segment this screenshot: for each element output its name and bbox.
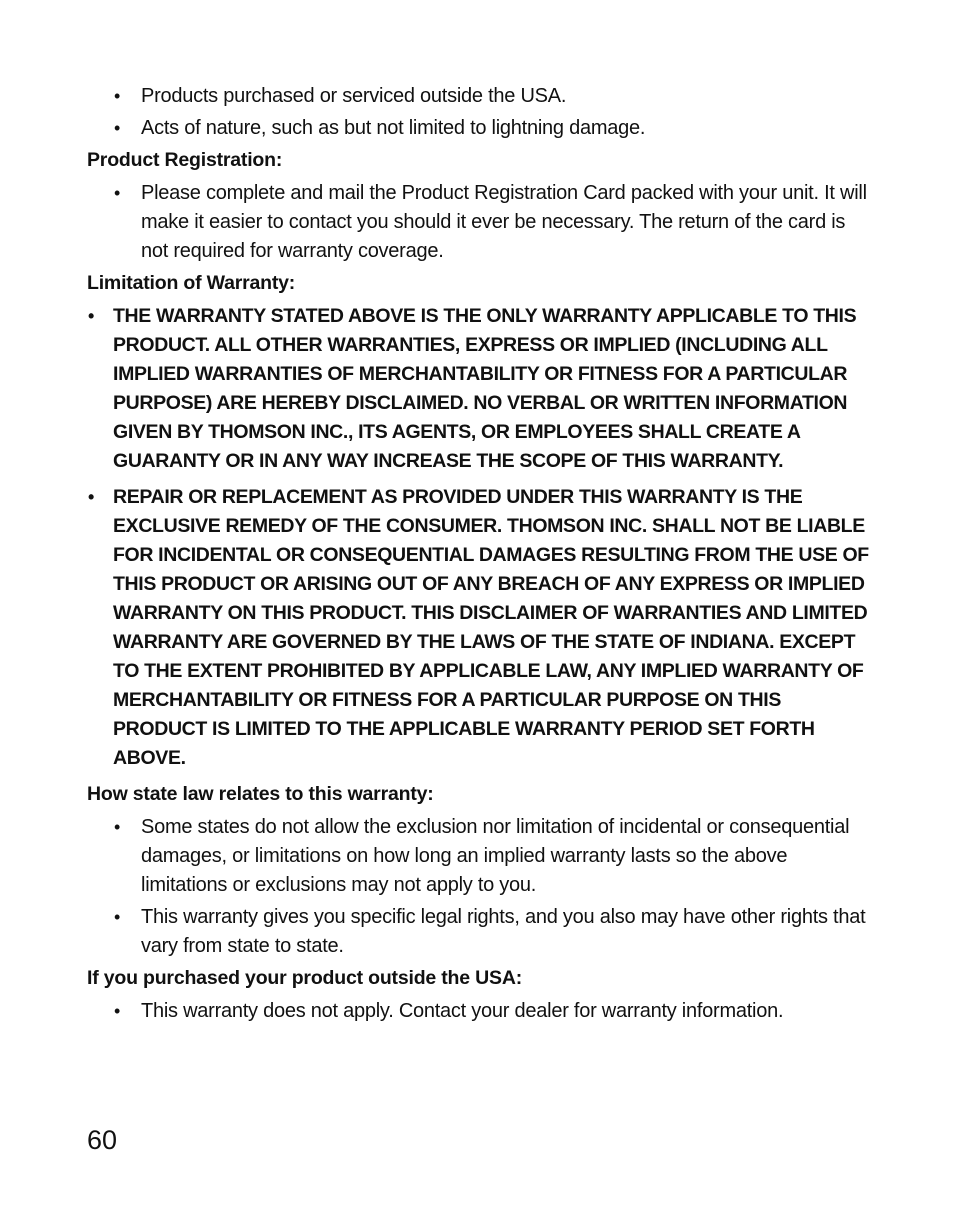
outside-usa-heading: If you purchased your product outside the USA: xyxy=(87,967,522,989)
state-law-heading: How state law relates to this warranty: xyxy=(87,783,434,805)
list-item-text: This warranty does not apply. Contact your dealer for warranty information. xyxy=(141,1000,784,1022)
bullet-icon: • xyxy=(114,183,121,203)
list-item-text: Acts of nature, such as but not limited to lightning damage. xyxy=(141,117,646,139)
product-registration-list xyxy=(87,179,877,266)
list-item-text: Products purchased or serviced outside the USA. xyxy=(141,85,567,107)
limitation-of-warranty-heading: Limitation of Warranty: xyxy=(87,272,296,294)
list-item xyxy=(87,82,877,111)
bullet-icon: • xyxy=(114,1001,121,1021)
list-item xyxy=(87,302,877,476)
bullet-icon: • xyxy=(114,907,121,927)
list-item xyxy=(87,483,877,773)
bullet-icon: • xyxy=(88,487,94,507)
product-registration-heading: Product Registration: xyxy=(87,149,283,171)
page-number: 60 xyxy=(87,1125,118,1155)
top-bullet-list xyxy=(87,82,877,143)
list-item-text: This warranty gives you specific legal rights, and you also may have other rights that vary from state to state. xyxy=(141,906,866,957)
list-item xyxy=(87,813,877,900)
list-item-text: THE WARRANTY STATED ABOVE IS THE ONLY WARRANTY APPLICABLE TO THIS PRODUCT. ALL OTHER WARRANTIES, EXPRESS OR IMPLIED (INCLUDING ALL IMPLIED WARRANTIES OF MERCHANTABILITY OR FITNESS FOR A PARTICULAR PURPOSE) ARE HEREBY DISCLAIMED. NO VERBAL OR WRITTEN INFORMATION GIVEN BY THOMSON INC., ITS AGENTS, OR EMPLOYEES SHALL CREATE A GUARANTY OR IN ANY WAY INCREASE THE SCOPE OF THIS WARRANTY. xyxy=(113,305,857,472)
list-item-text: Please complete and mail the Product Registration Card packed with your unit. It will make it easier to contact you should it ever be necessary. The return of the card is not required for warranty coverage. xyxy=(141,182,867,262)
list-item-text: REPAIR OR REPLACEMENT AS PROVIDED UNDER THIS WARRANTY IS THE EXCLUSIVE REMEDY OF THE CONSUMER. THOMSON INC. SHALL NOT BE LIABLE FOR INCIDENTAL OR CONSEQUENTIAL DAMAGES RESULTING FROM THE USE OF THIS PRODUCT OR ARISING OUT OF ANY BREACH OF ANY EXPRESS OR IMPLIED WARRANTY ON THIS PRODUCT. THIS DISCLAIMER OF WARRANTIES AND LIMITED WARRANTY ARE GOVERNED BY THE LAWS OF THE STATE OF INDIANA. EXCEPT TO THE EXTENT PROHIBITED BY APPLICABLE LAW, ANY IMPLIED WARRANTY OF MERCHANTABILITY OR FITNESS FOR A PARTICULAR PURPOSE ON THIS PRODUCT IS LIMITED TO THE APPLICABLE WARRANTY PERIOD SET FORTH ABOVE. xyxy=(113,486,869,769)
list-item xyxy=(87,179,877,266)
list-item xyxy=(87,114,877,143)
list-item xyxy=(87,997,877,1026)
limitation-of-warranty-list xyxy=(87,302,877,773)
state-law-list xyxy=(87,813,877,961)
list-item xyxy=(87,903,877,961)
page-content xyxy=(87,82,877,1029)
outside-usa-list xyxy=(87,997,877,1026)
bullet-icon: • xyxy=(114,118,121,138)
bullet-icon: • xyxy=(88,306,94,326)
list-item-text: Some states do not allow the exclusion nor limitation of incidental or consequential damages, or limitations on how long an implied warranty lasts so the above limitations or exclusions may not apply to you. xyxy=(141,816,850,896)
bullet-icon: • xyxy=(114,817,121,837)
bullet-icon: • xyxy=(114,86,121,106)
